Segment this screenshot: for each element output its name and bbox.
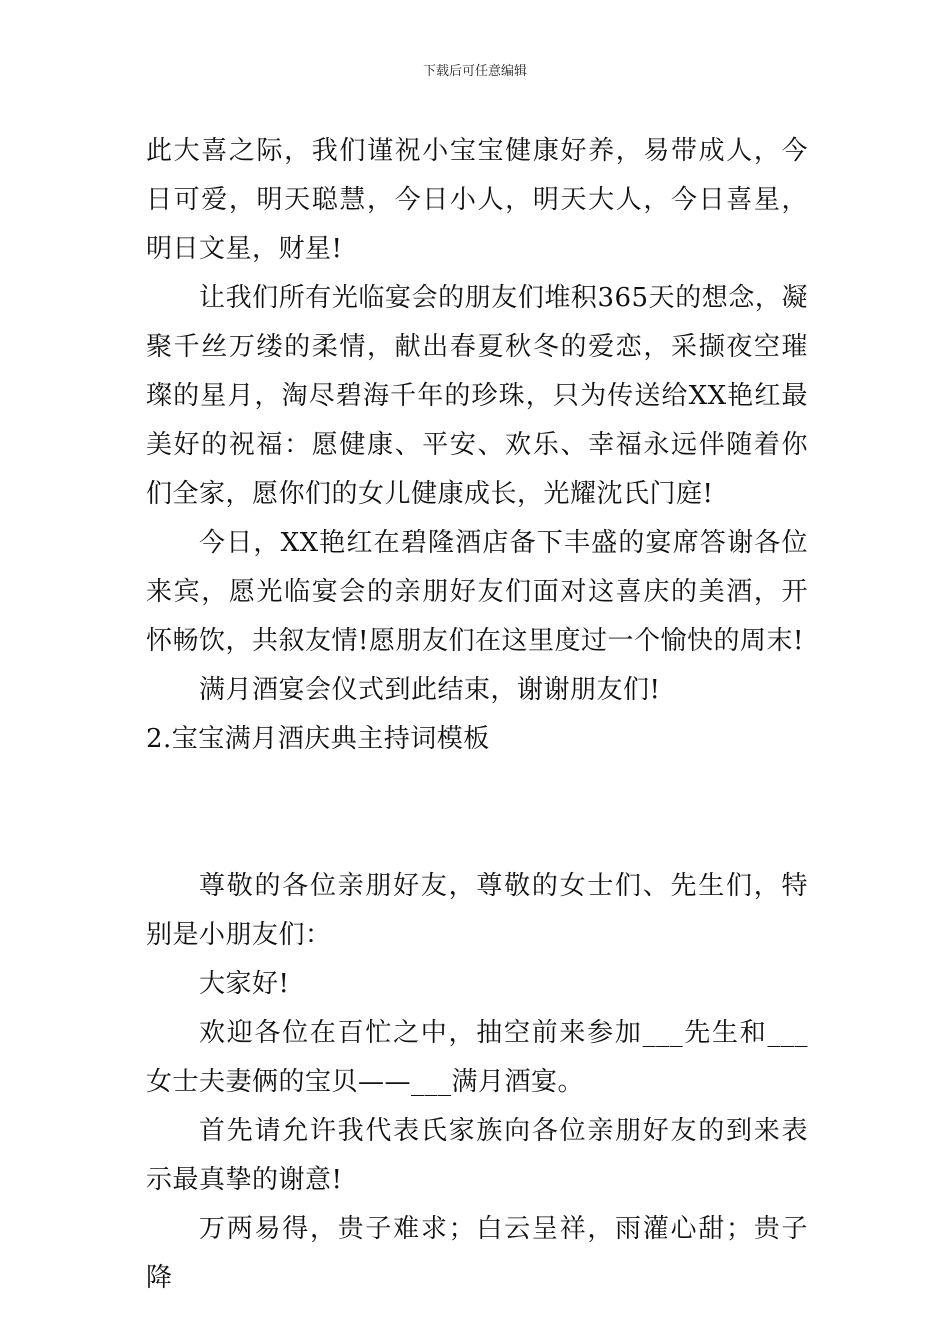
paragraph-hello: 大家好! [199, 969, 290, 999]
page-header: 下载后可任意编辑 [422, 64, 527, 79]
paragraph-couplet: 万两易得，贵子难求；白云呈祥，雨灌心甜；贵子降 [146, 1214, 808, 1293]
paragraph-greeting-audience: 尊敬的各位亲朋好友，尊敬的女士们、先生们，特别是小朋友们： [146, 871, 808, 950]
paragraph-closing: 满月酒宴会仪式到此结束，谢谢朋友们! [199, 675, 661, 705]
paragraph-blessing-continuation: 此大喜之际，我们谨祝小宝宝健康好养，易带成人，今日可爱，明天聪慧，今日小人，明天大人，今日喜星，明日文星，财星! [146, 136, 808, 264]
paragraph-banquet-thanks: 今日，XX艳红在碧隆酒店备下丰盛的宴席答谢各位来宾，愿光临宴会的亲朋好友们面对这喜庆的美酒，开怀畅饮，共叙友情!愿朋友们在这里度过一个愉快的周末! [146, 528, 808, 656]
section-heading: 2.宝宝满月酒庆典主持词模板 [146, 724, 490, 754]
document-body [146, 127, 808, 1303]
paragraph-welcome: 欢迎各位在百忙之中，抽空前来参加___先生和___女士夫妻俩的宝贝——___满月酒宴。 [146, 1018, 808, 1097]
paragraph-gratitude: 首先请允许我代表氏家族向各位亲朋好友的到来表示最真挚的谢意! [146, 1116, 808, 1195]
paragraph-wishes: 让我们所有光临宴会的朋友们堆积365天的想念，凝聚千丝万缕的柔情，献出春夏秋冬的爱恋，采撷夜空璀璨的星月，淘尽碧海千年的珍珠，只为传送给XX艳红最美好的祝福：愿健康、平安、欢乐、幸福永远伴随着你们全家，愿你们的女儿健康成长，光耀沈氏门庭! [146, 283, 808, 509]
